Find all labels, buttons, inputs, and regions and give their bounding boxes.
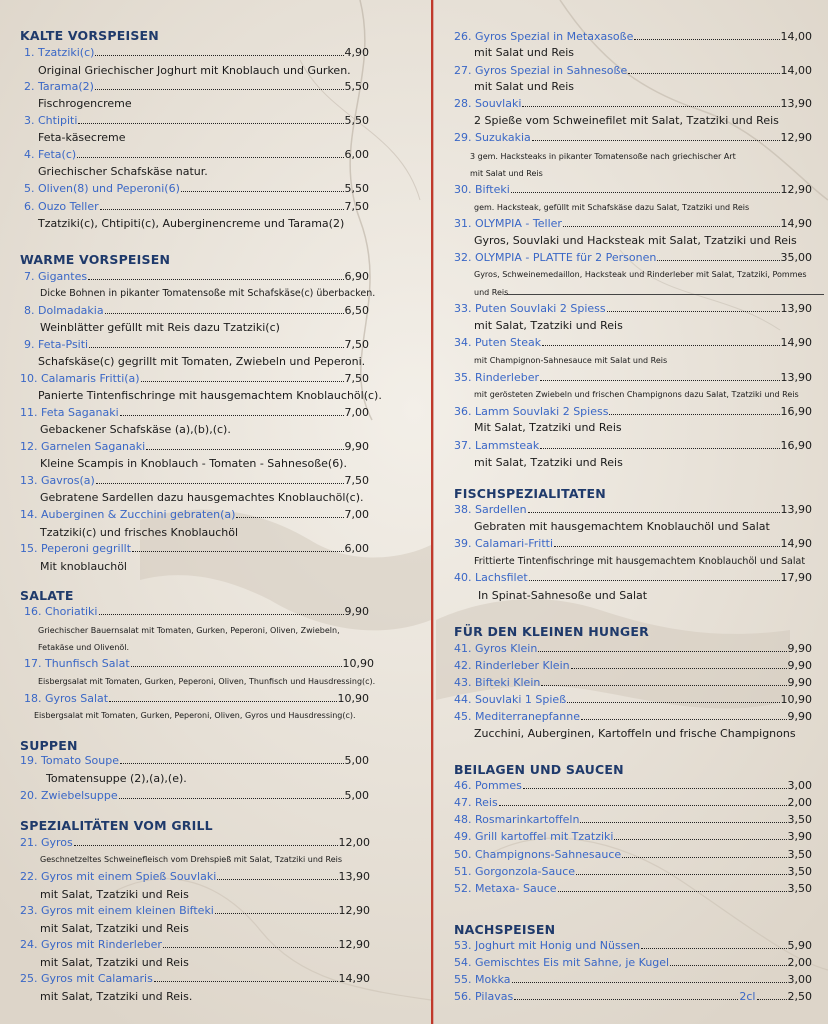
dot-leader: [499, 805, 787, 806]
menu-item-description: Kleine Scampis in Knoblauch - Tomaten - Sahnesoße(6).: [40, 457, 347, 470]
menu-item: [454, 302, 812, 315]
menu-item: [454, 848, 812, 861]
menu-item: [20, 754, 369, 767]
menu-item-description: Feta-käsecreme: [38, 131, 126, 144]
menu-item-name: 9. Feta-Psiti: [24, 338, 89, 351]
menu-item-description: Eisbergsalat mit Tomaten, Gurken, Peperoni, Oliven, Thunfisch und Hausdressing(c).: [38, 677, 376, 686]
menu-item-size: 2cl: [739, 990, 756, 1003]
menu-item: [24, 80, 369, 93]
dot-leader: [581, 719, 786, 720]
menu-item-price: 6,00: [344, 148, 369, 161]
menu-item-name: 20. Zwiebelsuppe: [20, 789, 118, 802]
menu-item-price: 3,00: [787, 973, 812, 986]
menu-item-description: mit Champignon-Sahnesauce mit Salat und Reis: [474, 356, 668, 365]
menu-item: [24, 114, 369, 127]
section-title: NACHSPEISEN: [454, 922, 556, 937]
menu-item: [454, 537, 812, 550]
menu-item-description: und Reis: [474, 288, 509, 297]
menu-item: [20, 789, 369, 802]
menu-item: [20, 870, 370, 883]
menu-item: [454, 693, 812, 706]
menu-item-price: 9,90: [344, 605, 369, 618]
menu-item-price: 14,90: [338, 972, 370, 985]
menu-item-price: 14,00: [780, 64, 812, 77]
menu-item: [454, 813, 812, 826]
menu-item-price: 14,00: [780, 30, 812, 43]
menu-item-description: Eisbergsalat mit Tomaten, Gurken, Peperoni, Oliven, Gyros und Hausdressing(c).: [34, 711, 356, 720]
menu-item-price: 12,00: [338, 836, 370, 849]
menu-item: [454, 865, 812, 878]
menu-item-price: 5,00: [344, 754, 369, 767]
menu-item: [20, 474, 369, 487]
menu-item-price: 5,00: [344, 789, 369, 802]
dot-leader: [78, 123, 343, 124]
menu-item-name: 18. Gyros Salat: [24, 692, 109, 705]
menu-item-name: 49. Grill kartoffel mit Tzatziki: [454, 830, 614, 843]
menu-item: [454, 882, 812, 895]
menu-item-price: 13,90: [780, 371, 812, 384]
menu-item-price: 3,50: [787, 848, 812, 861]
menu-item-name: 31. OLYMPIA - Teller: [454, 217, 562, 230]
menu-item-description: Tomatensuppe (2),(a),(e).: [46, 772, 187, 785]
menu-item-description: mit Salat, Tzatziki und Reis: [474, 456, 623, 469]
menu-item-price: 6,90: [344, 270, 369, 283]
menu-item-price: 3,50: [787, 813, 812, 826]
dot-leader: [628, 73, 779, 74]
menu-item-price: 12,90: [338, 904, 370, 917]
menu-item-name: 17. Thunfisch Salat: [24, 657, 130, 670]
menu-item: [24, 270, 369, 283]
dot-leader: [670, 965, 786, 966]
section-title: KALTE VORSPEISEN: [20, 28, 159, 43]
dot-leader: [540, 448, 779, 449]
menu-item-name: 46. Pommes: [454, 779, 522, 792]
menu-item-name: 39. Calamari-Fritti: [454, 537, 553, 550]
menu-item: [454, 251, 812, 264]
menu-item-name: 55. Mokka: [454, 973, 511, 986]
column-divider-inner: [433, 0, 434, 1024]
menu-item-name: 12. Garnelen Saganaki: [20, 440, 146, 453]
menu-item: [454, 97, 812, 110]
menu-item: [454, 131, 812, 144]
menu-item-name: 5. Oliven(8) und Peperoni(6): [24, 182, 180, 195]
menu-item: [20, 440, 369, 453]
dot-leader: [181, 191, 344, 192]
menu-item-price: 9,90: [787, 659, 812, 672]
menu-item: [24, 46, 369, 59]
menu-item-price: 5,90: [787, 939, 812, 952]
menu-item-name: 28. Souvlaki: [454, 97, 522, 110]
menu-item-name: 45. Mediterranepfanne: [454, 710, 581, 723]
menu-item-name: 4. Feta(c): [24, 148, 77, 161]
menu-item-price: 13,90: [780, 503, 812, 516]
menu-item-name: 56. Pilavas: [454, 990, 514, 1003]
menu-item-description: Mit knoblauchöl: [40, 560, 127, 573]
menu-item-price: 2,00: [787, 796, 812, 809]
menu-item-name: 41. Gyros Klein: [454, 642, 538, 655]
menu-item-description: Gebackener Schafskäse (a),(b),(c).: [40, 423, 231, 436]
section-title: SPEZIALITÄTEN VOM GRILL: [20, 818, 213, 833]
dot-leader: [614, 839, 786, 840]
menu-item-description: mit Salat, Tzatziki und Reis.: [40, 990, 193, 1003]
menu-item-description: 2 Spieße vom Schweinefilet mit Salat, Tzatziki und Reis: [474, 114, 779, 127]
menu-item: [24, 657, 374, 670]
dot-leader: [576, 874, 786, 875]
dot-leader: [120, 763, 344, 764]
menu-item: [454, 439, 812, 452]
menu-item-description: Frittierte Tintenfischringe mit hausgemachtem Knoblauchöl und Salat: [474, 556, 806, 567]
dot-leader: [538, 651, 786, 652]
dot-leader: [607, 311, 780, 312]
dot-leader: [146, 449, 343, 450]
menu-item-name: 37. Lammsteak: [454, 439, 540, 452]
menu-item: [454, 956, 812, 969]
menu-item: [454, 939, 812, 952]
menu-item-name: 54. Gemischtes Eis mit Sahne, je Kugel: [454, 956, 670, 969]
dot-leader: [236, 517, 343, 518]
menu-item-price: 10,90: [337, 692, 369, 705]
dot-leader: [154, 981, 338, 982]
menu-item-price: 4,90: [344, 46, 369, 59]
menu-item-name: 22. Gyros mit einem Spieß Souvlaki: [20, 870, 217, 883]
menu-item-price: 13,90: [780, 97, 812, 110]
menu-item: [454, 405, 812, 418]
menu-item-description: Gyros, Souvlaki und Hacksteak mit Salat, Tzatziki und Reis: [474, 234, 797, 247]
menu-item-price: 9,90: [787, 710, 812, 723]
menu-item-name: 7. Gigantes: [24, 270, 88, 283]
dot-leader: [571, 668, 787, 669]
dot-leader: [634, 39, 779, 40]
menu-item-price: 7,00: [344, 508, 369, 521]
menu-item: [454, 676, 812, 689]
menu-item-price: 7,50: [344, 372, 369, 385]
menu-item-price: 13,90: [338, 870, 370, 883]
menu-item: [454, 659, 812, 672]
menu-item-description: mit Salat, Tzatziki und Reis: [474, 319, 623, 332]
menu-item-name: 8. Dolmadakia: [24, 304, 104, 317]
menu-item-description: Mit Salat, Tzatziki und Reis: [474, 421, 622, 434]
dot-leader: [528, 512, 780, 513]
menu-item-description: gem. Hacksteak, gefüllt mit Schafskäse dazu Salat, Tzatziki und Reis: [474, 203, 750, 212]
menu-item-name: 34. Puten Steak: [454, 336, 542, 349]
section-title: SALATE: [20, 588, 74, 603]
dot-leader: [563, 226, 780, 227]
menu-item: [20, 372, 369, 385]
menu-item-name: 11. Feta Saganaki: [20, 406, 119, 419]
dot-leader: [132, 551, 343, 552]
dot-leader: [542, 345, 779, 346]
menu-item-name: 13. Gavros(a): [20, 474, 95, 487]
menu-item-price: 35,00: [780, 251, 812, 264]
menu-item-name: 40. Lachsfilet: [454, 571, 528, 584]
menu-item-description: Griechischer Schafskäse natur.: [38, 165, 208, 178]
menu-item-price: 14,90: [780, 336, 812, 349]
menu-item-name: 14. Auberginen & Zucchini gebraten(a): [20, 508, 236, 521]
menu-item-name: 53. Joghurt mit Honig und Nüssen: [454, 939, 641, 952]
menu-item-name: 26. Gyros Spezial in Metaxasoße: [454, 30, 634, 43]
section-title: SUPPEN: [20, 738, 78, 753]
menu-item: [20, 904, 370, 917]
dot-leader: [88, 279, 343, 280]
menu-item-description: 3 gem. Hacksteaks in pikanter Tomatensoße nach griechischer Art: [470, 152, 736, 161]
dot-leader: [641, 948, 786, 949]
menu-item-price: 6,50: [344, 304, 369, 317]
menu-item-name: 50. Champignons-Sahnesauce: [454, 848, 622, 861]
menu-item-price: 7,50: [344, 474, 369, 487]
menu-item-description: Gyros, Schweinemedaillon, Hacksteak und Rinderleber mit Salat, Tzatziki, Pommes: [474, 270, 807, 279]
menu-item-price: 12,90: [780, 183, 812, 196]
section-title: WARME VORSPEISEN: [20, 252, 171, 267]
menu-item-price: 16,90: [780, 439, 812, 452]
menu-item-description: Tzatziki(c), Chtipiti(c), Auberginencreme und Tarama(2): [38, 217, 345, 230]
section-title: FÜR DEN KLEINEN HUNGER: [454, 624, 649, 639]
dot-leader: [523, 788, 787, 789]
dot-leader: [74, 845, 338, 846]
menu-item-price: 2,50: [787, 990, 812, 1003]
dot-leader: [120, 415, 344, 416]
menu-item: [454, 779, 812, 792]
menu-item-name: 15. Peperoni gegrillt: [20, 542, 132, 555]
menu-item-description: mit Salat und Reis: [474, 80, 575, 93]
dot-leader: [622, 857, 786, 858]
menu-item: [20, 542, 369, 555]
dot-leader: [522, 106, 779, 107]
menu-item-name: 51. Gorgonzola-Sauce: [454, 865, 576, 878]
menu-item-description: Panierte Tintenfischringe mit hausgemachtem Knoblauchöl(c).: [38, 389, 382, 402]
menu-item-name: 42. Rinderleber Klein: [454, 659, 570, 672]
menu-item-description: Weinblätter gefüllt mit Reis dazu Tzatziki(c): [40, 321, 280, 334]
menu-item-name: 44. Souvlaki 1 Spieß: [454, 693, 567, 706]
menu-item-price: 5,50: [344, 182, 369, 195]
menu-item: [20, 406, 369, 419]
menu-item-name: 21. Gyros: [20, 836, 73, 849]
menu-item-price: 5,50: [344, 114, 369, 127]
menu-item-name: 6. Ouzo Teller: [24, 200, 99, 213]
menu-item-price: 14,90: [780, 537, 812, 550]
dot-leader: [540, 380, 779, 381]
menu-item: [454, 710, 812, 723]
dot-leader: [131, 666, 342, 667]
menu-item-description: Schafskäse(c) gegrillt mit Tomaten, Zwiebeln und Peperoni.: [38, 355, 366, 368]
menu-item-description: Geschnetzeltes Schweinefleisch vom Drehspieß mit Salat, Tzatziki und Reis: [40, 855, 343, 864]
menu-item: [20, 508, 369, 521]
menu-item-price: 9,90: [787, 642, 812, 655]
dot-leader: [141, 381, 344, 382]
menu-item: [454, 571, 812, 584]
menu-item-description: mit Salat, Tzatziki und Reis: [40, 888, 189, 901]
dot-leader: [511, 192, 780, 193]
dot-leader: [95, 89, 344, 90]
menu-item-price: 7,00: [344, 406, 369, 419]
menu-item-price: 12,90: [338, 938, 370, 951]
menu-item-price: 2,00: [787, 956, 812, 969]
menu-item-price: 9,90: [787, 676, 812, 689]
menu-item: [454, 371, 812, 384]
menu-item-name: 36. Lamm Souvlaki 2 Spiess: [454, 405, 609, 418]
menu-item: [454, 183, 812, 196]
menu-item-name: 10. Calamaris Fritti(a): [20, 372, 140, 385]
menu-item: [454, 64, 812, 77]
menu-item-price: 3,50: [787, 865, 812, 878]
menu-item-price: 17,90: [780, 571, 812, 584]
menu-item-name: 25. Gyros mit Calamaris: [20, 972, 153, 985]
menu-item-name: 2. Tarama(2): [24, 80, 94, 93]
dot-leader: [105, 313, 344, 314]
menu-item-description: Dicke Bohnen in pikanter Tomatensoße mit Schafskäse(c) überbacken.: [40, 288, 376, 299]
dot-leader: [558, 891, 787, 892]
dot-leader: [96, 483, 344, 484]
menu-item-name: 33. Puten Souvlaki 2 Spiess: [454, 302, 606, 315]
menu-item: [20, 938, 370, 951]
menu-item-description: Gebraten mit hausgemachtem Knoblauchöl und Salat: [474, 520, 770, 533]
menu-item-description: mit Salat und Reis: [470, 169, 543, 178]
menu-item-price: 16,90: [780, 405, 812, 418]
menu-item-name: 52. Metaxa- Sauce: [454, 882, 557, 895]
dot-leader: [532, 140, 780, 141]
menu-item-price: 13,90: [780, 302, 812, 315]
right-column: [436, 0, 828, 1024]
menu-item-price: 10,90: [780, 693, 812, 706]
menu-item-name: 38. Sardellen: [454, 503, 527, 516]
menu-item-price: 6,00: [344, 542, 369, 555]
menu-item: [454, 336, 812, 349]
menu-item-name: 48. Rosmarinkartoffeln: [454, 813, 580, 826]
menu-item-description: Original Griechischer Joghurt mit Knoblauch und Gurken.: [38, 64, 351, 77]
menu-item-price: 7,50: [344, 200, 369, 213]
menu-item-price: 7,50: [344, 338, 369, 351]
dot-leader: [514, 999, 738, 1000]
dot-leader: [100, 209, 344, 210]
menu-item: [20, 972, 370, 985]
menu-item-description: mit Salat, Tzatziki und Reis: [40, 956, 189, 969]
menu-item-description: Gebratene Sardellen dazu hausgemachtes Knoblauchöl(c).: [40, 491, 364, 504]
dot-leader: [757, 999, 787, 1000]
menu-item-price: 3,90: [787, 830, 812, 843]
menu-item: [24, 182, 369, 195]
menu-item-description: Zucchini, Auberginen, Kartoffeln und frische Champignons: [474, 727, 796, 740]
menu-item: [24, 605, 369, 618]
dot-leader: [580, 822, 786, 823]
menu-item: [454, 990, 812, 1003]
menu-item-name: 43. Bifteki Klein: [454, 676, 541, 689]
dot-leader: [512, 982, 787, 983]
section-title: BEILAGEN UND SAUCEN: [454, 762, 624, 777]
menu-item-name: 32. OLYMPIA - PLATTE für 2 Personen: [454, 251, 657, 264]
menu-item-price: 14,90: [780, 217, 812, 230]
dot-leader: [77, 157, 343, 158]
menu-item: [454, 30, 812, 43]
dot-leader: [567, 702, 779, 703]
dot-leader: [163, 947, 338, 948]
dot-leader: [119, 798, 344, 799]
menu-item-price: 10,90: [342, 657, 374, 670]
menu-item-name: 27. Gyros Spezial in Sahnesoße: [454, 64, 628, 77]
menu-item-description: mit Salat und Reis: [474, 46, 575, 59]
menu-item-price: 12,90: [780, 131, 812, 144]
menu-item: [454, 973, 812, 986]
dot-leader: [541, 685, 786, 686]
menu-item: [24, 148, 369, 161]
dot-leader: [554, 546, 780, 547]
dot-leader: [529, 580, 780, 581]
menu-item-description: Griechischer Bauernsalat mit Tomaten, Gurken, Peperoni, Oliven, Zwiebeln,: [38, 626, 340, 635]
menu-item: [454, 503, 812, 516]
menu-item-name: 30. Bifteki: [454, 183, 510, 196]
menu-item: [454, 830, 812, 843]
menu-item-name: 35. Rinderleber: [454, 371, 540, 384]
menu-item: [24, 692, 369, 705]
menu-item-name: 24. Gyros mit Rinderleber: [20, 938, 162, 951]
dot-leader: [89, 347, 343, 348]
menu-item-description: In Spinat-Sahnesoße und Salat: [478, 589, 648, 602]
menu-item-price: 3,50: [787, 882, 812, 895]
menu-item-price: 9,90: [344, 440, 369, 453]
divider-line: [504, 294, 824, 295]
section-title: FISCHSPEZIALITATEN: [454, 486, 606, 501]
menu-item: [24, 200, 369, 213]
dot-leader: [215, 913, 338, 914]
dot-leader: [109, 701, 336, 702]
dot-leader: [95, 55, 343, 56]
menu-item: [24, 338, 369, 351]
menu-item-price: 3,00: [787, 779, 812, 792]
dot-leader: [217, 879, 337, 880]
menu-item-name: 23. Gyros mit einem kleinen Bifteki: [20, 904, 214, 917]
dot-leader: [609, 414, 779, 415]
menu-item-name: 3. Chtipiti: [24, 114, 78, 127]
menu-item: [24, 304, 369, 317]
menu-item-description: mit gerösteten Zwiebeln und frischen Champignons dazu Salat, Tzatziki und Reis: [474, 390, 799, 399]
menu-item-description: Fischrogencreme: [38, 97, 132, 110]
menu-item-name: 16. Choriatiki: [24, 605, 98, 618]
menu-item: [20, 836, 370, 849]
dot-leader: [99, 614, 344, 615]
menu-item-description: mit Salat, Tzatziki und Reis: [40, 922, 189, 935]
menu-item: [454, 796, 812, 809]
menu-item-name: 1. Tzatziki(c): [24, 46, 95, 59]
menu-item-description: Fetakäse und Olivenöl.: [38, 643, 130, 652]
menu-item: [454, 642, 812, 655]
menu-item: [454, 217, 812, 230]
dot-leader: [657, 260, 779, 261]
menu-item-description: Tzatziki(c) und frisches Knoblauchöl: [40, 526, 239, 539]
menu-item-price: 5,50: [344, 80, 369, 93]
menu-item-name: 19. Tomato Soupe: [20, 754, 119, 767]
menu-item-name: 29. Suzukakia: [454, 131, 531, 144]
menu-item-name: 47. Reis: [454, 796, 498, 809]
